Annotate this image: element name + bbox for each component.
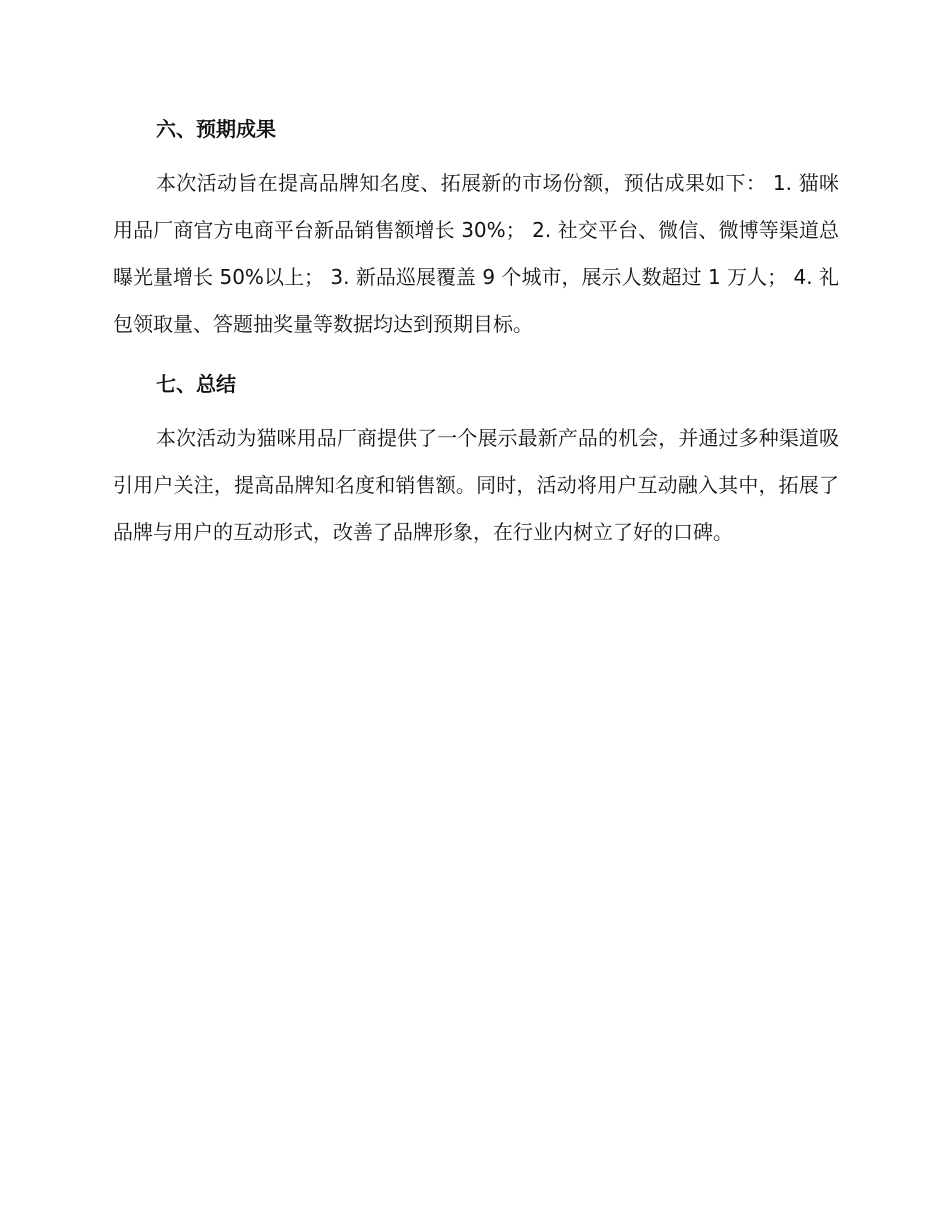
section-body-expected-results: 本次活动旨在提高品牌知名度、拓展新的市场份额，预估成果如下： 1. 猫咪用品厂商官方电商平台新品销售额增长 30%； 2. 社交平台、微信、微博等渠道总曝光量增长 50%以上； 3. 新品巡展覆盖 9 个城市，展示人数超过 1 万人； 4. 礼包领取量、答题抽奖量等数据均达到预期目标。 — [113, 171, 839, 336]
section-body-summary: 本次活动为猫咪用品厂商提供了一个展示最新产品的机会，并通过多种渠道吸引用户关注，提高品牌知名度和销售额。同时，活动将用户互动融入其中，拓展了品牌与用户的互动形式，改善了品牌形象，在行业内树立了好的口碑。 — [113, 426, 839, 544]
section-heading-expected-results: 六、预期成果 — [156, 117, 276, 141]
section-heading-summary: 七、总结 — [156, 372, 236, 396]
document-content — [113, 110, 839, 556]
